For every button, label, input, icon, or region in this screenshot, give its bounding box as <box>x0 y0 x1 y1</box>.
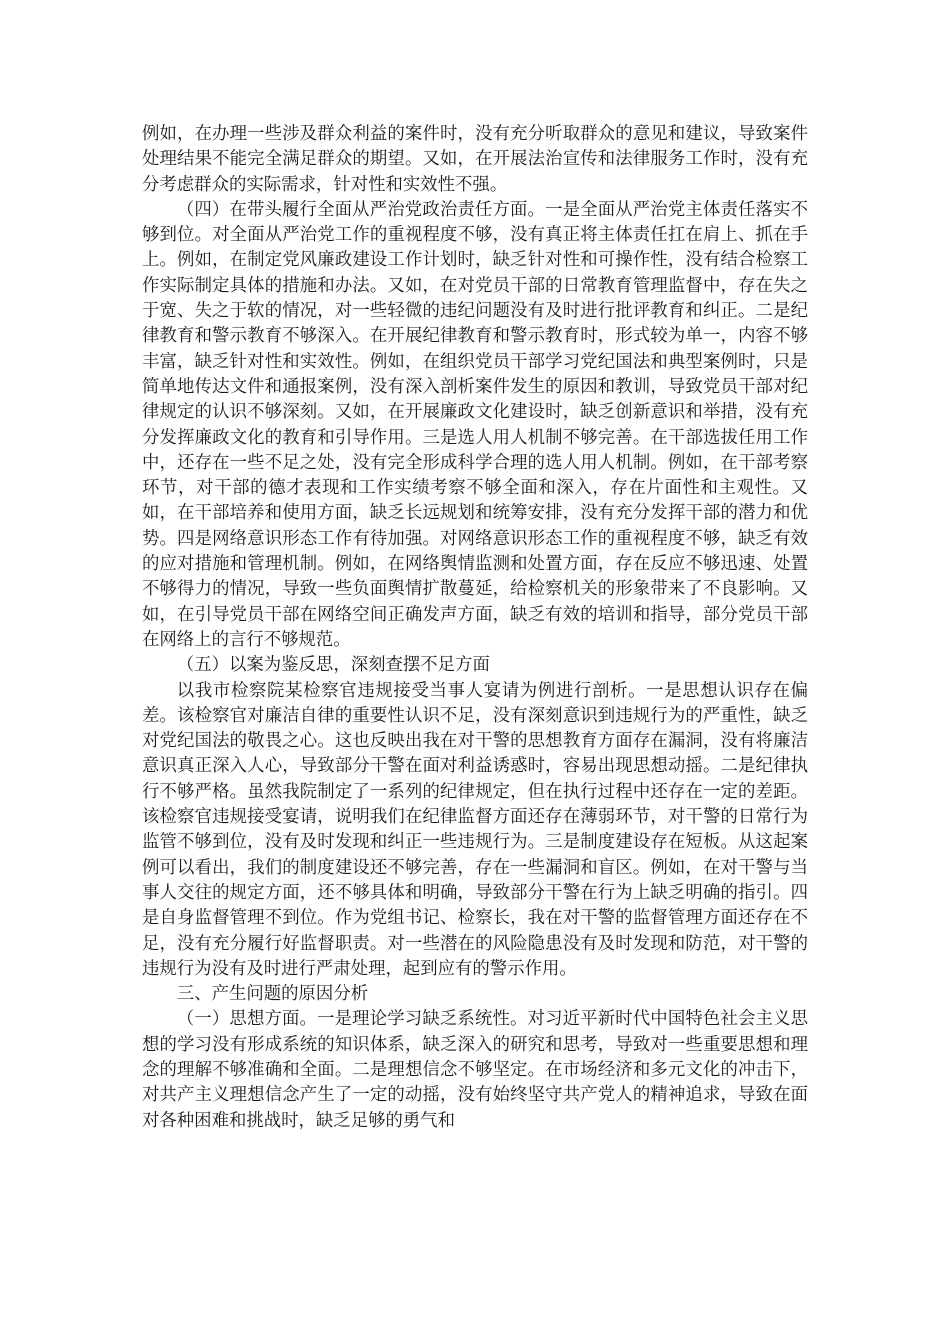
paragraph-section-5-heading: （五）以案为鉴反思，深刻查摆不足方面 <box>176 655 490 676</box>
paragraph-section-3-1: （一）思想方面。一是理论学习缺乏系统性。对习近平新时代中国特色社会主义思想的学习没有形成系统的知识体系，缺乏深入的研究和思考，导致对一些重要思想和理念的理解不够准确和全面。二是理想信念不够坚定。在市场经济和多元文化的冲击下，对共产主义理想信念产生了一定的动摇，没有始终坚守共产党人的精神追求，导致在面对各种困难和挑战时，缺乏足够的勇气和 <box>142 1009 808 1131</box>
paragraph-case-analysis: 以我市检察院某检察官违规接受当事人宴请为例进行剖析。一是思想认识存在偏差。该检察官对廉洁自律的重要性认识不足，没有深刻意识到违规行为的严重性，缺乏对党纪国法的敬畏之心。这也反映出我在对干警的思想教育方面存在漏洞，没有将廉洁意识真正深入人心，导致部分干警在面对利益诱惑时，容易出现思想动摇。二是纪律执行不够严格。虽然我院制定了一系列的纪律规定，但在执行过程中还存在一定的差距。该检察官违规接受宴请，说明我们在纪律监督方面还存在薄弱环节，对干警的日常行为监管不够到位，没有及时发现和纠正一些违规行为。三是制度建设存在短板。从这起案例可以看出，我们的制度建设还不够完善，存在一些漏洞和盲区。例如，在对干警与当事人交往的规定方面，还不够具体和明确，导致部分干警在行为上缺乏明确的指引。四是自身监督管理不到位。作为党组书记、检察长，我在对干警的监督管理方面还存在不足，没有充分履行好监督职责。对一些潜在的风险隐患没有及时发现和防范，对干警的违规行为没有及时进行严肃处理，起到应有的警示作用。 <box>142 680 808 979</box>
document-body <box>142 122 808 1134</box>
paragraph-continuation: 例如，在办理一些涉及群众利益的案件时，没有充分听取群众的意见和建议，导致案件处理结果不能完全满足群众的期望。又如，在开展法治宣传和法律服务工作时，没有充分考虑群众的实际需求，针对性和实效性不强。 <box>142 124 808 195</box>
paragraph-section-4: （四）在带头履行全面从严治党政治责任方面。一是全面从严治党主体责任落实不够到位。对全面从严治党工作的重视程度不够，没有真正将主体责任扛在肩上、抓在手上。例如，在制定党风廉政建设工作计划时，缺乏针对性和可操作性，没有结合检察工作实际制定具体的措施和办法。又如，在对党员干部的日常教育管理监督中，存在失之于宽、失之于软的情况，对一些轻微的违纪问题没有及时进行批评教育和纠正。二是纪律教育和警示教育不够深入。在开展纪律教育和警示教育时，形式较为单一，内容不够丰富，缺乏针对性和实效性。例如，在组织党员干部学习党纪国法和典型案例时，只是简单地传达文件和通报案例，没有深入剖析案件发生的原因和教训，导致党员干部对纪律规定的认识不够深刻。又如，在开展廉政文化建设时，缺乏创新意识和举措，没有充分发挥廉政文化的教育和引导作用。三是选人用人机制不够完善。在干部选拔任用工作中，还存在一些不足之处，没有完全形成科学合理的选人用人机制。例如，在干部考察环节，对干部的德才表现和工作实绩考察不够全面和深入，存在片面性和主观性。又如，在干部培养和使用方面，缺乏长远规划和统筹安排，没有充分发挥干部的潜力和优势。四是网络意识形态工作有待加强。对网络意识形态工作的重视程度不够，缺乏有效的应对措施和管理机制。例如，在网络舆情监测和处置方面，存在反应不够迅速、处置不够得力的情况，导致一些负面舆情扩散蔓延，给检察机关的形象带来了不良影响。又如，在引导党员干部在网络空间正确发声方面，缺乏有效的培训和指导，部分党员干部在网络上的言行不够规范。 <box>142 199 808 650</box>
section-3-heading: 三、产生问题的原因分析 <box>176 984 369 1005</box>
